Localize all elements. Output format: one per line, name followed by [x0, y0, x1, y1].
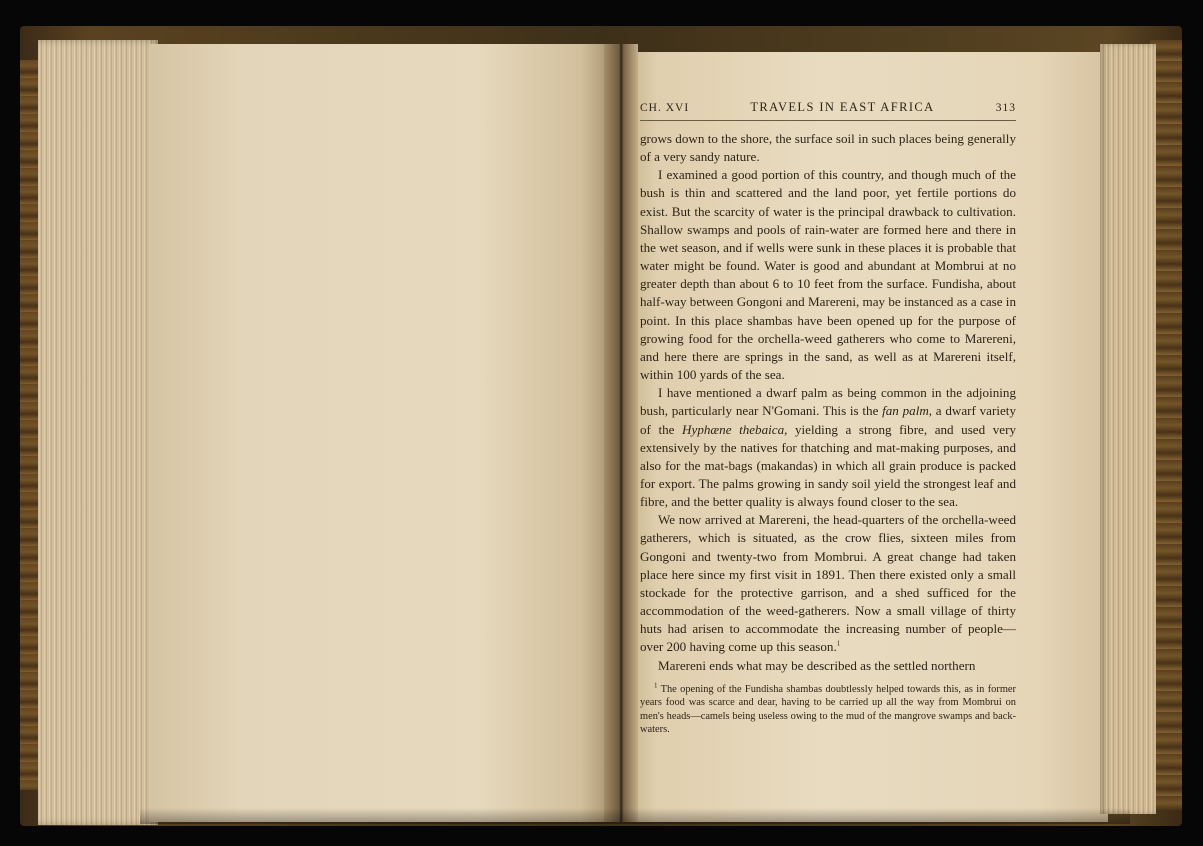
book-title: TRAVELS IN EAST AFRICA: [750, 100, 935, 114]
page-number: 313: [995, 102, 1016, 114]
chapter-label: CH. XVI: [640, 102, 690, 114]
book-gutter: [604, 44, 638, 822]
page-text-block: [640, 100, 1016, 736]
footnote-reference: 1: [836, 640, 841, 649]
footnote-marker: 1: [654, 681, 658, 690]
paragraph: [640, 166, 1016, 384]
paragraph: [640, 657, 1016, 675]
paragraph-text: We now arrived at Marereni, the head-quarters of the orchella-weed gatherers, which is situated, as the crow flies, sixteen miles from Gongoni and twenty-two from Mombrui. A great change had taken place here since my first visit in 1891. Then there existed only a small stockade for the protective garrison, and a shed sufficed for the accommodation of the weed-gatherers. Now a small village of thirty huts had arisen to accommodate the increasing number of people—over 200 having come up this season.: [640, 512, 1016, 655]
left-page-blank: [150, 44, 618, 822]
paragraph-text: I have mentioned a dwarf palm as being common in the adjoining bush, particularly near N'Gomani. This is the: [640, 385, 1016, 419]
italic-term: fan palm: [882, 403, 929, 419]
footnote-text: The opening of the Fundisha shambas doubtlessly helped towards this, as in former years food was scarce and dear, having to be carried up all the way from Mombrui on men's heads—camels being useless owing to the mud of the mangrove swamps and back-waters.: [640, 683, 1016, 735]
left-page-stack: [38, 40, 158, 825]
paragraph: [640, 130, 1016, 166]
body-text: [640, 130, 1016, 675]
page-bottom-shadow: [140, 808, 1130, 824]
right-page-stack: [1100, 44, 1156, 814]
paragraph-text: , a dwarf variety of the: [640, 403, 1016, 437]
paragraph-text: Marereni ends what may be described as the settled northern: [658, 657, 976, 673]
paragraph-text: grows down to the shore, the surface soil in such places being generally of a very sandy nature.: [640, 131, 1016, 165]
running-head: [640, 100, 1016, 121]
footnote: [640, 683, 1016, 737]
paragraph-text: I examined a good portion of this country, and though much of the bush is thin and scattered and the land poor, yet fertile portions do exist. But the scarcity of water is the principal drawback to cultivation. Shallow swamps and pools of rain-water are formed here and there in the wet season, and if wells were sunk in these places it is probable that water might be found. Water is good and abundant at Mombrui at no greater depth than about 6 to 10 feet from the surface. Fundisha, about half-way between Gongoni and Marereni, may be instanced as a case in point. In this place shambas have been opened up for the purpose of growing food for the orchella-weed gatherers who come to Marereni, and here there are springs in the sand, as well as at Marereni itself, within 100 yards of the sea.: [640, 167, 1016, 383]
paragraph-text: , yielding a strong fibre, and used very extensively by the natives for thatching and mat-making purposes, and also for the mat-bags (makandas) in which all grain produce is packed for export. The palms growing in sandy soil yield the strongest leaf and fibre, and the better quality is always found closer to the sea.: [640, 421, 1016, 510]
paragraph: [640, 511, 1016, 656]
paragraph: [640, 384, 1016, 511]
italic-term: Hyphæne thebaica: [682, 421, 785, 437]
